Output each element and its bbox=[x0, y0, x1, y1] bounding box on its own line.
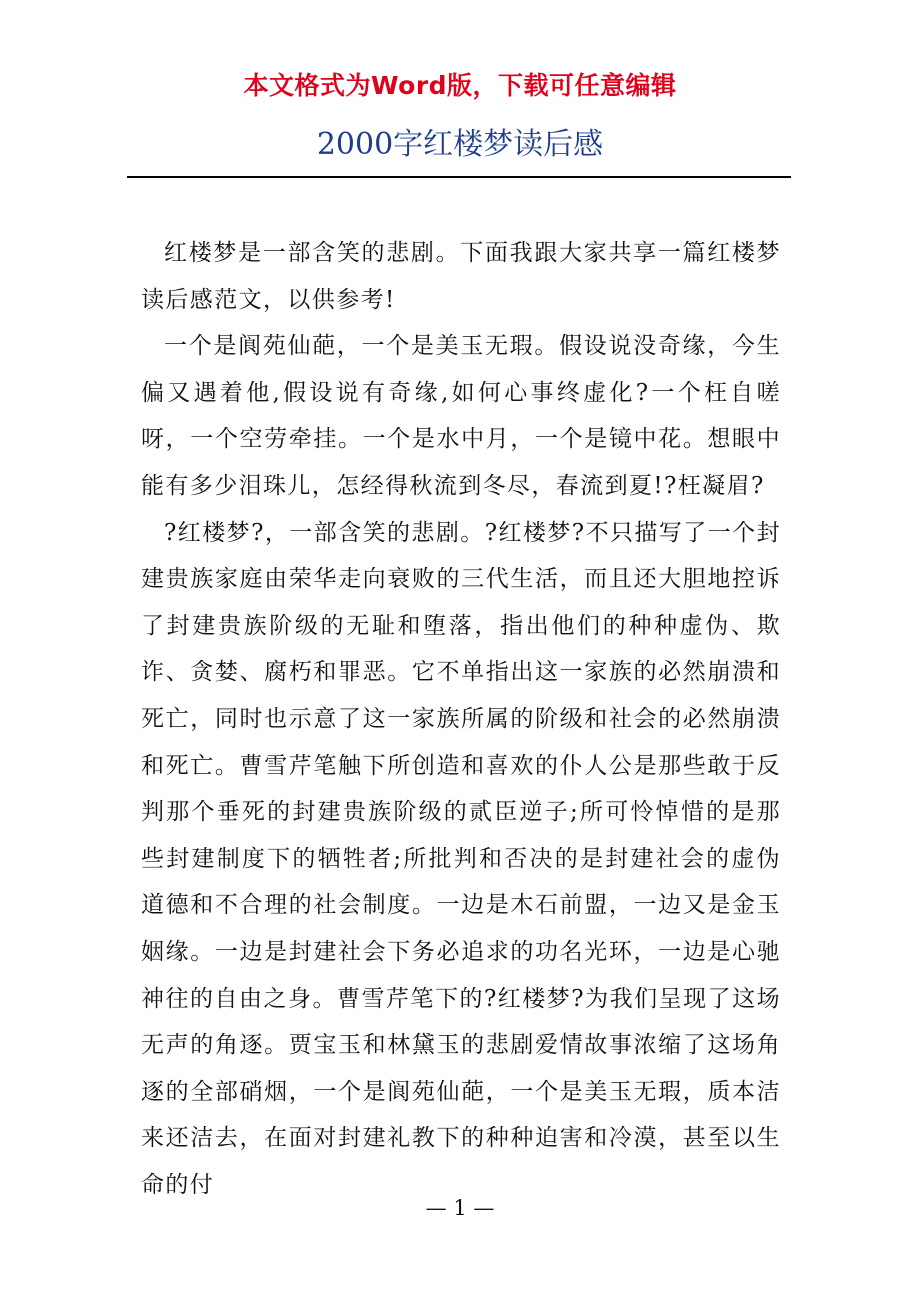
document-body bbox=[141, 230, 781, 1208]
page-number: — 1 — bbox=[425, 1196, 495, 1220]
format-notice: 本文格式为Word版，下载可任意编辑 bbox=[243, 71, 677, 100]
document-title: 2000字红楼梦读后感 bbox=[316, 127, 604, 162]
title-divider bbox=[127, 176, 791, 178]
paragraph: 一个是阆苑仙葩，一个是美玉无瑕。假设说没奇缘，今生偏又遇着他,假设说有奇缘,如何心事终虚化?一个枉自嗟呀，一个空劳牵挂。一个是水中月，一个是镜中花。想眼中能有多少泪珠儿，怎经得秋流到冬尽，春流到夏!?枉凝眉? bbox=[141, 333, 781, 499]
paragraph: 红楼梦是一部含笑的悲剧。下面我跟大家共享一篇红楼梦读后感范文，以供参考! bbox=[141, 240, 781, 313]
paragraph: ?红楼梦?，一部含笑的悲剧。?红楼梦?不只描写了一个封建贵族家庭由荣华走向衰败的三代生活，而且还大胆地控诉了封建贵族阶级的无耻和堕落，指出他们的种种虚伪、欺诈、贪婪、腐朽和罪恶。它不单指出这一家族的必然崩溃和死亡，同时也示意了这一家族所属的阶级和社会的必然崩溃和死亡。曹雪芹笔触下所创造和喜欢的仆人公是那些敢于反判那个垂死的封建贵族阶级的贰臣逆子;所可怜悼惜的是那些封建制度下的牺牲者;所批判和否决的是封建社会的虚伪道德和不合理的社会制度。一边是木石前盟，一边又是金玉姻缘。一边是封建社会下务必追求的功名光环，一边是心驰神往的自由之身。曹雪芹笔下的?红楼梦?为我们呈现了这场无声的角逐。贾宝玉和林黛玉的悲剧爱情故事浓缩了这场角逐的全部硝烟，一个是阆苑仙葩，一个是美玉无瑕，质本洁来还洁去，在面对封建礼教下的种种迫害和冷漠，甚至以生命的付 bbox=[141, 519, 781, 1198]
